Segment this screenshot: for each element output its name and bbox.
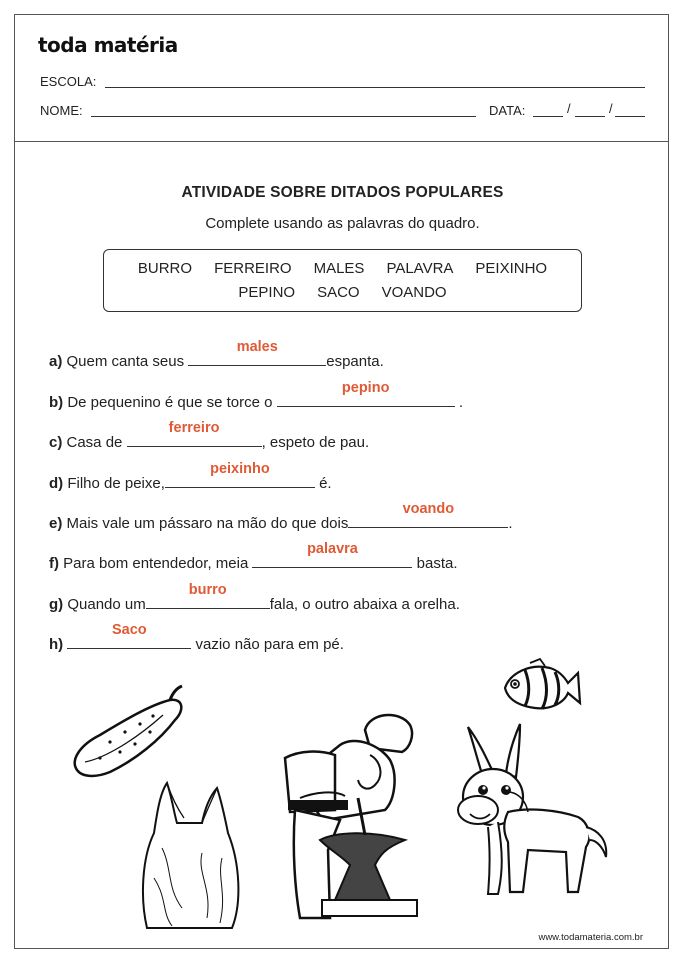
school-label: ESCOLA: xyxy=(40,74,97,89)
question-letter: d) xyxy=(49,475,64,492)
word-bank xyxy=(103,249,582,312)
answer-blank[interactable] xyxy=(252,541,412,568)
word-bank-item: PEIXINHO xyxy=(475,260,548,277)
question-letter: c) xyxy=(49,434,63,451)
date-slash: / xyxy=(567,101,571,116)
answer-text: peixinho xyxy=(210,461,270,477)
question-letter: b) xyxy=(49,394,64,411)
answer-text: males xyxy=(236,339,278,355)
name-label: NOME: xyxy=(40,103,83,118)
word-bank-item: PALAVRA xyxy=(386,260,454,277)
question-text: De pequenino é que se torce o xyxy=(63,394,277,411)
question-text: espanta. xyxy=(326,353,384,370)
word-bank-row xyxy=(104,260,581,277)
answer-blank[interactable] xyxy=(188,339,326,366)
question-text: Mais vale um pássaro na mão do que dois xyxy=(62,515,349,532)
answer-text: pepino xyxy=(341,380,390,396)
brand-logo: toda matéria xyxy=(38,33,178,57)
date-day-field[interactable] xyxy=(533,116,563,117)
question-text: . xyxy=(454,394,464,411)
name-field[interactable] xyxy=(91,116,476,117)
answer-blank[interactable] xyxy=(127,420,262,447)
answer-text: voando xyxy=(402,501,455,517)
question-text: Quem canta seus xyxy=(62,353,189,370)
answer-blank[interactable] xyxy=(67,622,191,649)
question-a xyxy=(49,339,384,370)
answer-blank[interactable] xyxy=(277,380,455,407)
question-letter: h) xyxy=(49,636,64,653)
answer-blank[interactable] xyxy=(348,501,508,528)
blacksmith-icon xyxy=(280,700,420,920)
question-letter: g) xyxy=(49,596,64,613)
word-bank-row xyxy=(104,284,581,301)
question-g xyxy=(49,582,460,613)
date-month-field[interactable] xyxy=(575,116,605,117)
word-bank-item: SACO xyxy=(317,284,360,301)
fish-icon xyxy=(500,658,582,716)
question-letter: e) xyxy=(49,515,63,532)
activity-subtitle: Complete usando as palavras do quadro. xyxy=(205,215,480,232)
question-text: basta. xyxy=(412,555,458,572)
word-bank-item: MALES xyxy=(313,260,365,277)
header-separator xyxy=(14,141,669,142)
answer-text: Saco xyxy=(112,622,147,638)
activity-title: ATIVIDADE SOBRE DITADOS POPULARES xyxy=(181,184,504,201)
cucumber-icon xyxy=(65,680,190,790)
word-bank-item: FERREIRO xyxy=(214,260,292,277)
question-b xyxy=(49,380,464,411)
question-c xyxy=(49,420,370,451)
question-text: fala, o outro abaixa a orelha. xyxy=(269,596,460,613)
word-bank-item: VOANDO xyxy=(381,284,447,301)
answer-blank[interactable] xyxy=(146,582,270,609)
answer-text: palavra xyxy=(307,541,358,557)
date-label: DATA: xyxy=(489,103,526,118)
question-text: vazio não para em pé. xyxy=(191,636,344,653)
word-bank-item: PEPINO xyxy=(238,284,296,301)
question-text: Filho de peixe, xyxy=(63,475,165,492)
school-field[interactable] xyxy=(105,87,645,88)
question-h xyxy=(49,622,344,653)
word-bank-item: BURRO xyxy=(137,260,193,277)
question-text: é. xyxy=(314,475,332,492)
answer-text: ferreiro xyxy=(168,420,220,436)
date-year-field[interactable] xyxy=(615,116,645,117)
question-text: Casa de xyxy=(62,434,127,451)
question-text: . xyxy=(508,515,513,532)
question-text: Quando um xyxy=(63,596,146,613)
plastic-bag-icon xyxy=(132,778,247,938)
question-f xyxy=(49,541,458,572)
question-text: , espeto de pau. xyxy=(261,434,370,451)
answer-text: burro xyxy=(188,582,227,598)
question-d xyxy=(49,461,332,492)
question-e xyxy=(49,501,513,532)
question-text: Para bom entendedor, meia xyxy=(59,555,253,572)
date-slash: / xyxy=(609,101,613,116)
footer-url[interactable]: www.todamateria.com.br xyxy=(538,932,643,943)
answer-blank[interactable] xyxy=(165,461,315,488)
question-letter: a) xyxy=(49,353,63,370)
donkey-icon xyxy=(448,722,618,902)
question-letter: f) xyxy=(49,555,59,572)
